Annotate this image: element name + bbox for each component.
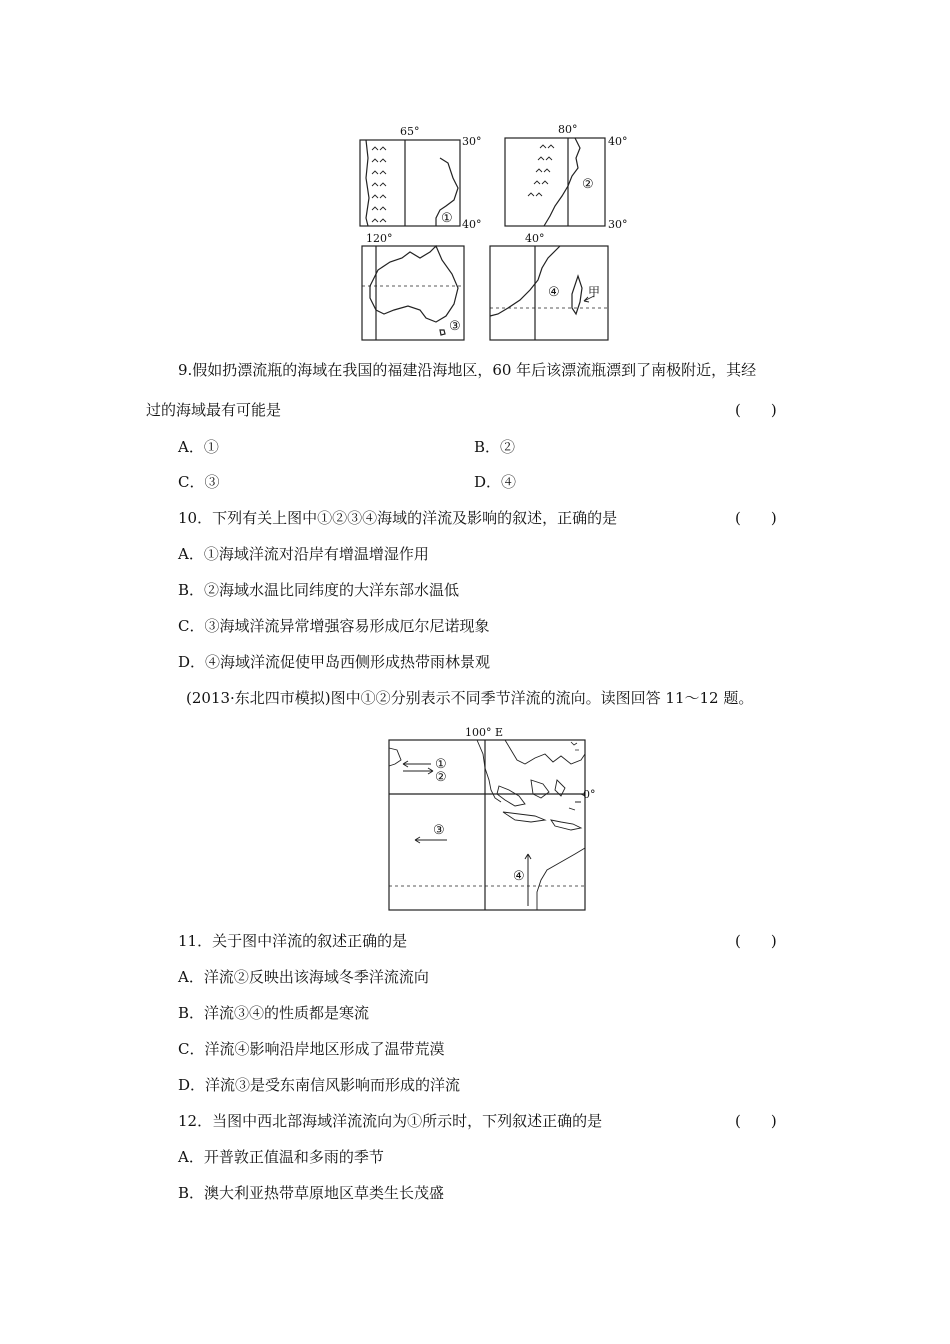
- q11-stem: 11．关于图中洋流的叙述正确的是: [178, 932, 408, 950]
- q12-stem: 12．当图中西北部海域洋流流向为①所示时，下列叙述正确的是: [178, 1112, 603, 1130]
- q10-stem: 10．下列有关上图中①②③④海域的洋流及影响的叙述，正确的是: [178, 509, 618, 527]
- map-a-lat-bottom-label: 40°: [462, 218, 482, 231]
- q9-stem-line1: 9.假如扔漂流瓶的海域在我国的福建沿海地区，60 年后该漂流瓶漂到了南极附近，其经: [178, 361, 757, 379]
- q9-option-b: B．②: [474, 438, 516, 456]
- island-label: 甲: [588, 285, 601, 299]
- q9-stem-line2: 过的海域最有可能是: [146, 401, 282, 419]
- q9-option-d: D．④: [474, 473, 517, 491]
- q12-option-b: B．澳大利亚热带草原地区草类生长茂盛: [178, 1184, 445, 1202]
- marker-1: ①: [441, 211, 453, 226]
- marker-2: ②: [582, 177, 594, 192]
- section-intro: (2013·东北四市模拟)图中①②分别表示不同季节洋流的流向。读图回答 11～12 题。: [186, 689, 754, 707]
- marker-3: ③: [449, 319, 461, 334]
- q11-option-a: A．洋流②反映出该海域冬季洋流流向: [178, 968, 429, 986]
- q9-option-c: C．③: [178, 473, 220, 491]
- map-c-lon-label: 120°: [366, 232, 393, 245]
- map-b-lat-bottom-label: 30°: [608, 218, 628, 231]
- q10-option-d: D．④海域洋流促使甲岛西侧形成热带雨林景观: [178, 653, 491, 671]
- map-a-lat-top-label: 30°: [462, 135, 482, 148]
- q10-option-a: A．①海域洋流对沿岸有增温增湿作用: [178, 545, 429, 563]
- q11-answer-paren: ( ): [735, 932, 777, 950]
- q10-option-c: C．③海域洋流异常增强容易形成厄尔尼诺现象: [178, 617, 490, 635]
- map-b-lon-label: 80°: [558, 123, 578, 136]
- q9-option-a: A．①: [178, 438, 219, 456]
- fig2-lat-label: 0°: [583, 788, 596, 801]
- q11-option-c: C．洋流④影响沿岸地区形成了温带荒漠: [178, 1040, 445, 1058]
- q10-option-b: B．②海域水温比同纬度的大洋东部水温低: [178, 581, 460, 599]
- map-b-lat-top-label: 40°: [608, 135, 628, 148]
- current-marker-4: ④: [513, 869, 525, 884]
- q9-answer-paren: ( ): [735, 401, 777, 419]
- figure-seasonal-currents-map: [385, 724, 610, 914]
- q12-answer-paren: ( ): [735, 1112, 777, 1130]
- marker-4: ④: [548, 285, 560, 300]
- map-a-lon-label: 65°: [400, 125, 420, 138]
- map-d-lon-label: 40°: [525, 232, 545, 245]
- figure-ocean-current-maps: [350, 118, 640, 346]
- current-marker-3: ③: [433, 823, 445, 838]
- fig2-lon-label: 100° E: [465, 726, 504, 739]
- current-marker-2: ②: [435, 770, 447, 785]
- q11-option-b: B．洋流③④的性质都是寒流: [178, 1004, 370, 1022]
- current-marker-1: ①: [435, 757, 447, 772]
- q12-option-a: A．开普敦正值温和多雨的季节: [178, 1148, 384, 1166]
- q11-option-d: D．洋流③是受东南信风影响而形成的洋流: [178, 1076, 461, 1094]
- q10-answer-paren: ( ): [735, 509, 777, 527]
